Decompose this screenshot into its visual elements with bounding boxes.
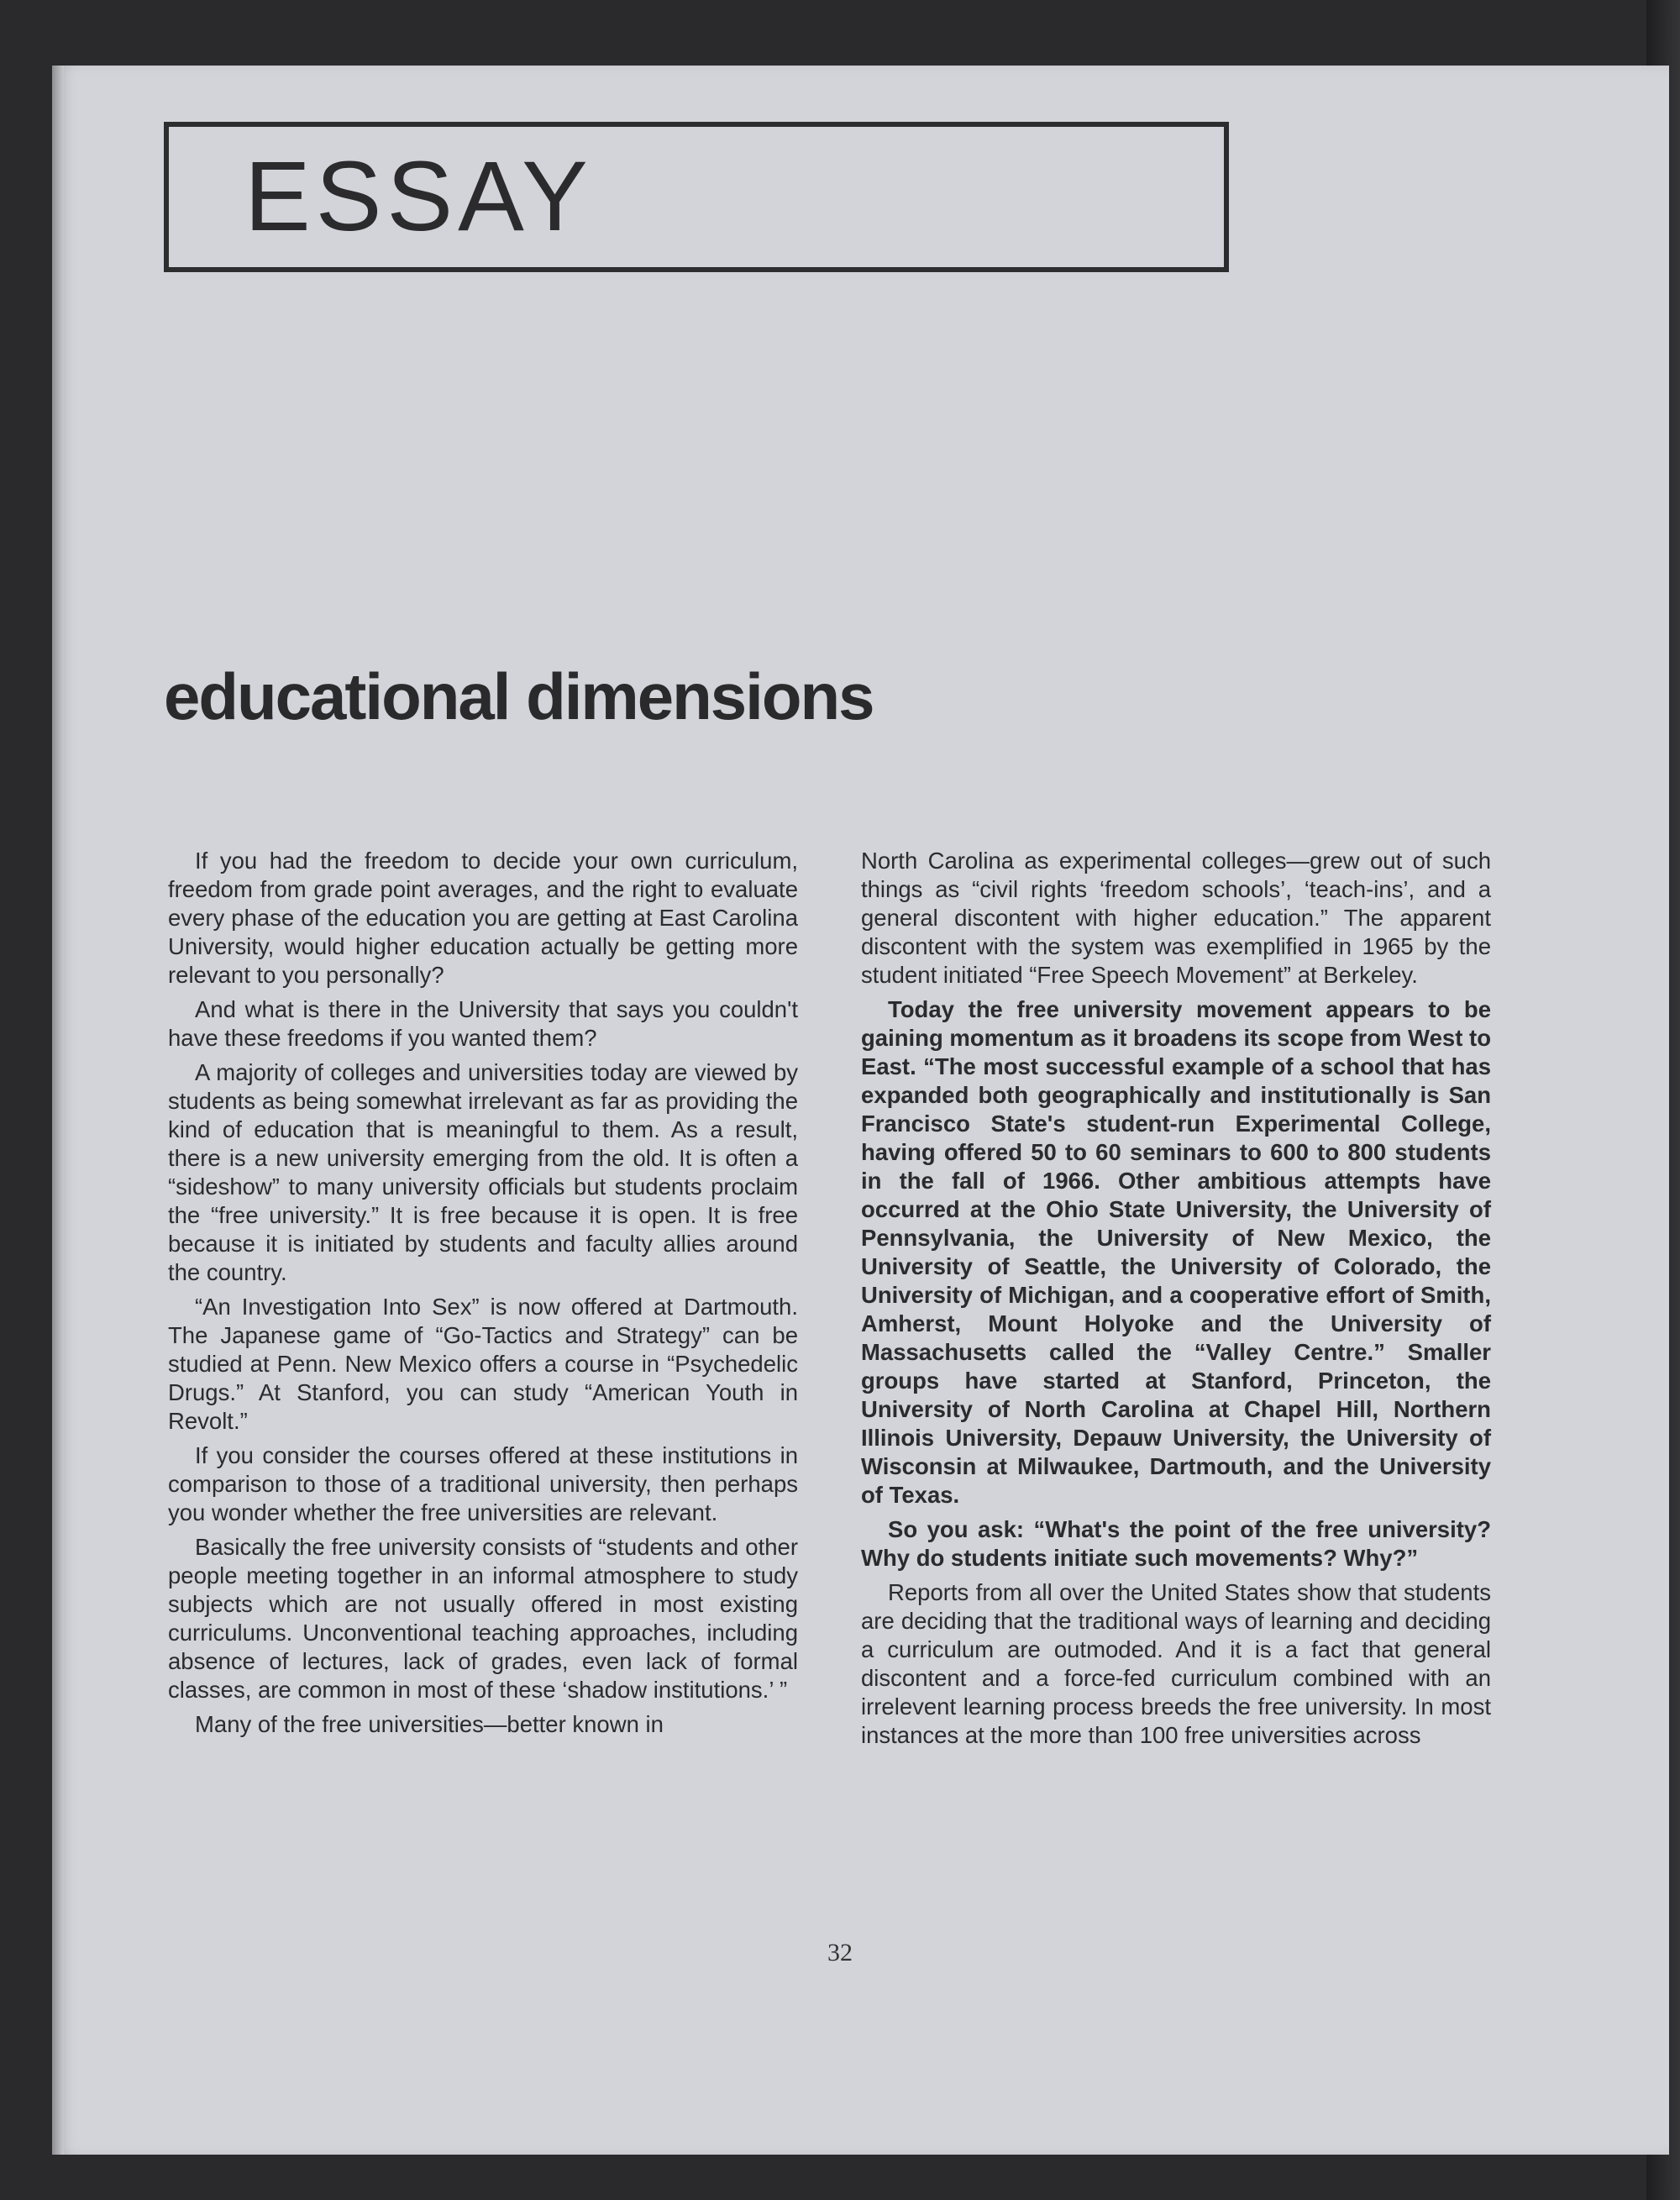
left-column bbox=[168, 847, 798, 1745]
bold-paragraph: Today the free university movement appears to be gaining momentum as it broadens its scope from West to East. “The most successful example of a school that has expanded both geographically and institutionally is San Francisco State's student-run Experimental College, having offered 50 to 60 seminars to 600 to 800 students in the fall of 1966. Other ambitious attempts have occurred at the Ohio State University, the University of Pennsylvania, the University of New Mexico, the University of Seattle, the University of Colorado, the University of Michigan, and a cooperative effort of Smith, Amherst, Mount Holyoke and the University of Massachusetts called the “Valley Centre.” Smaller groups have started at Stanford, Princeton, the University of North Carolina at Chapel Hill, Northern Illinois University, Depauw University, the University of Wisconsin at Milwaukee, Dartmouth, and the University of Texas. bbox=[861, 996, 1491, 1508]
paragraph: If you consider the courses offered at these institutions in comparison to those of a traditional university, then perhaps you wonder whether the free universities are relevant. bbox=[168, 1442, 798, 1525]
section-header-box bbox=[164, 122, 1229, 272]
paragraph: And what is there in the University that says you couldn't have these freedoms if you wanted them? bbox=[168, 996, 798, 1051]
section-label: ESSAY bbox=[244, 141, 593, 252]
right-column bbox=[861, 847, 1491, 1756]
article-title: educational dimensions bbox=[164, 659, 874, 733]
paragraph-continuation: North Carolina as experimental colleges—grew out of such things as “civil rights ‘freedom schools’, ‘teach-ins’, and a general discontent with higher education.” The apparent discontent with the system was exemplified in 1965 by the student initiated “Free Speech Movement” at Berkeley. bbox=[861, 848, 1491, 988]
paragraph: If you had the freedom to decide your own curriculum, freedom from grade point averages, and the right to evaluate every phase of the education you are getting at East Carolina University, would higher education actually be getting more relevant to you personally? bbox=[168, 848, 798, 988]
paragraph: Reports from all over the United States show that students are deciding that the traditional ways of learning and deciding a curriculum are outmoded. And it is a fact that general discontent and a force-fed curriculum combined with an irrelevent learning process breeds the free university. In most instances at the more than 100 free universities across bbox=[861, 1579, 1491, 1748]
page-number: 32 bbox=[827, 1939, 853, 1966]
paragraph: “An Investigation Into Sex” is now offered at Dartmouth. The Japanese game of “Go-Tactics and Strategy” can be studied at Penn. New Mexico offers a course in “Psychedelic Drugs.” At Stanford, you can study “American Youth in Revolt.” bbox=[168, 1294, 798, 1434]
bold-paragraph: So you ask: “What's the point of the free university? Why do students initiate such movements? Why?” bbox=[861, 1516, 1491, 1571]
paragraph: Basically the free university consists of “students and other people meeting together in an informal atmosphere to study subjects which are not usually offered in most existing curriculums. Unconventional teaching approaches, including absence of lectures, lack of grades, even lack of formal classes, are common in most of these ‘shadow institutions.’ ” bbox=[168, 1534, 798, 1703]
page-binding-edge bbox=[52, 66, 64, 2155]
paragraph: Many of the free universities—better known in bbox=[195, 1711, 664, 1737]
paragraph: A majority of colleges and universities today are viewed by students as being somewhat irrelevant as far as providing the kind of education that is meaningful to them. As a result, there is a new university emerging from the old. It is often a “sideshow” to many university officials but students proclaim the “free university.” It is free because it is open. It is free because it is initiated by students and faculty allies around the country. bbox=[168, 1059, 798, 1285]
